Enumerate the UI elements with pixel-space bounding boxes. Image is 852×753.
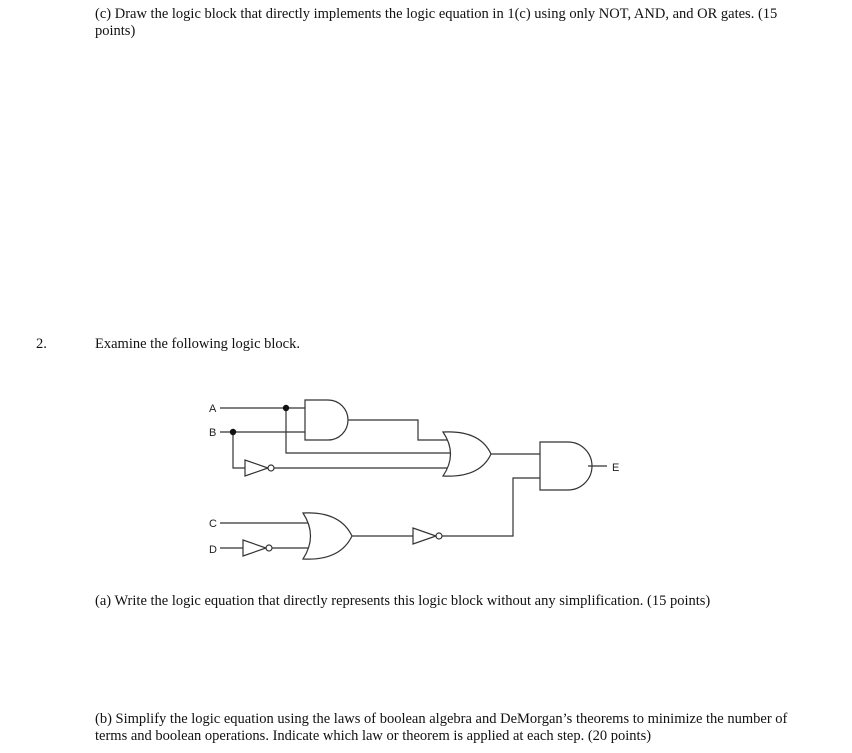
wire-b-branch bbox=[233, 432, 245, 468]
or-gate-2 bbox=[303, 513, 352, 559]
junction-a bbox=[283, 405, 289, 411]
question-1c-text: (c) Draw the logic block that directly implements the logic equation in 1(c) using only NOT, AND, and OR gates. (15 points) bbox=[95, 6, 778, 39]
not-gate-d bbox=[243, 540, 266, 556]
junction-b bbox=[230, 429, 236, 435]
question-2a-text: (a) Write the logic equation that directly represents this logic block without any simplification. (15 points) bbox=[95, 593, 711, 609]
not-gate-b bbox=[245, 460, 268, 476]
wire-and1-out bbox=[348, 420, 458, 440]
or-gate-1 bbox=[443, 432, 491, 476]
wire-not-or2-out bbox=[442, 478, 540, 536]
input-label-b: B bbox=[209, 427, 217, 439]
and-gate-1 bbox=[305, 400, 348, 440]
input-label-a: A bbox=[209, 403, 217, 415]
question-number: 2. bbox=[36, 336, 47, 352]
output-label-e: E bbox=[612, 462, 620, 474]
not-gate-or2-bubble bbox=[436, 533, 442, 539]
question-2b-text: (b) Simplify the logic equation using the laws of boolean algebra and DeMorgan’s theorems to minimize the number of terms and boolean operations. Indicate which law or theorem is applied at each step. (20 points) bbox=[95, 711, 788, 744]
not-gate-b-bubble bbox=[268, 465, 274, 471]
question-2-prompt: Examine the following logic block. bbox=[95, 336, 300, 352]
input-label-d: D bbox=[209, 544, 217, 556]
and-gate-2 bbox=[540, 442, 592, 490]
logic-circuit-diagram bbox=[200, 390, 640, 565]
not-gate-d-bubble bbox=[266, 545, 272, 551]
input-label-c: C bbox=[209, 518, 217, 530]
not-gate-or2 bbox=[413, 528, 436, 544]
